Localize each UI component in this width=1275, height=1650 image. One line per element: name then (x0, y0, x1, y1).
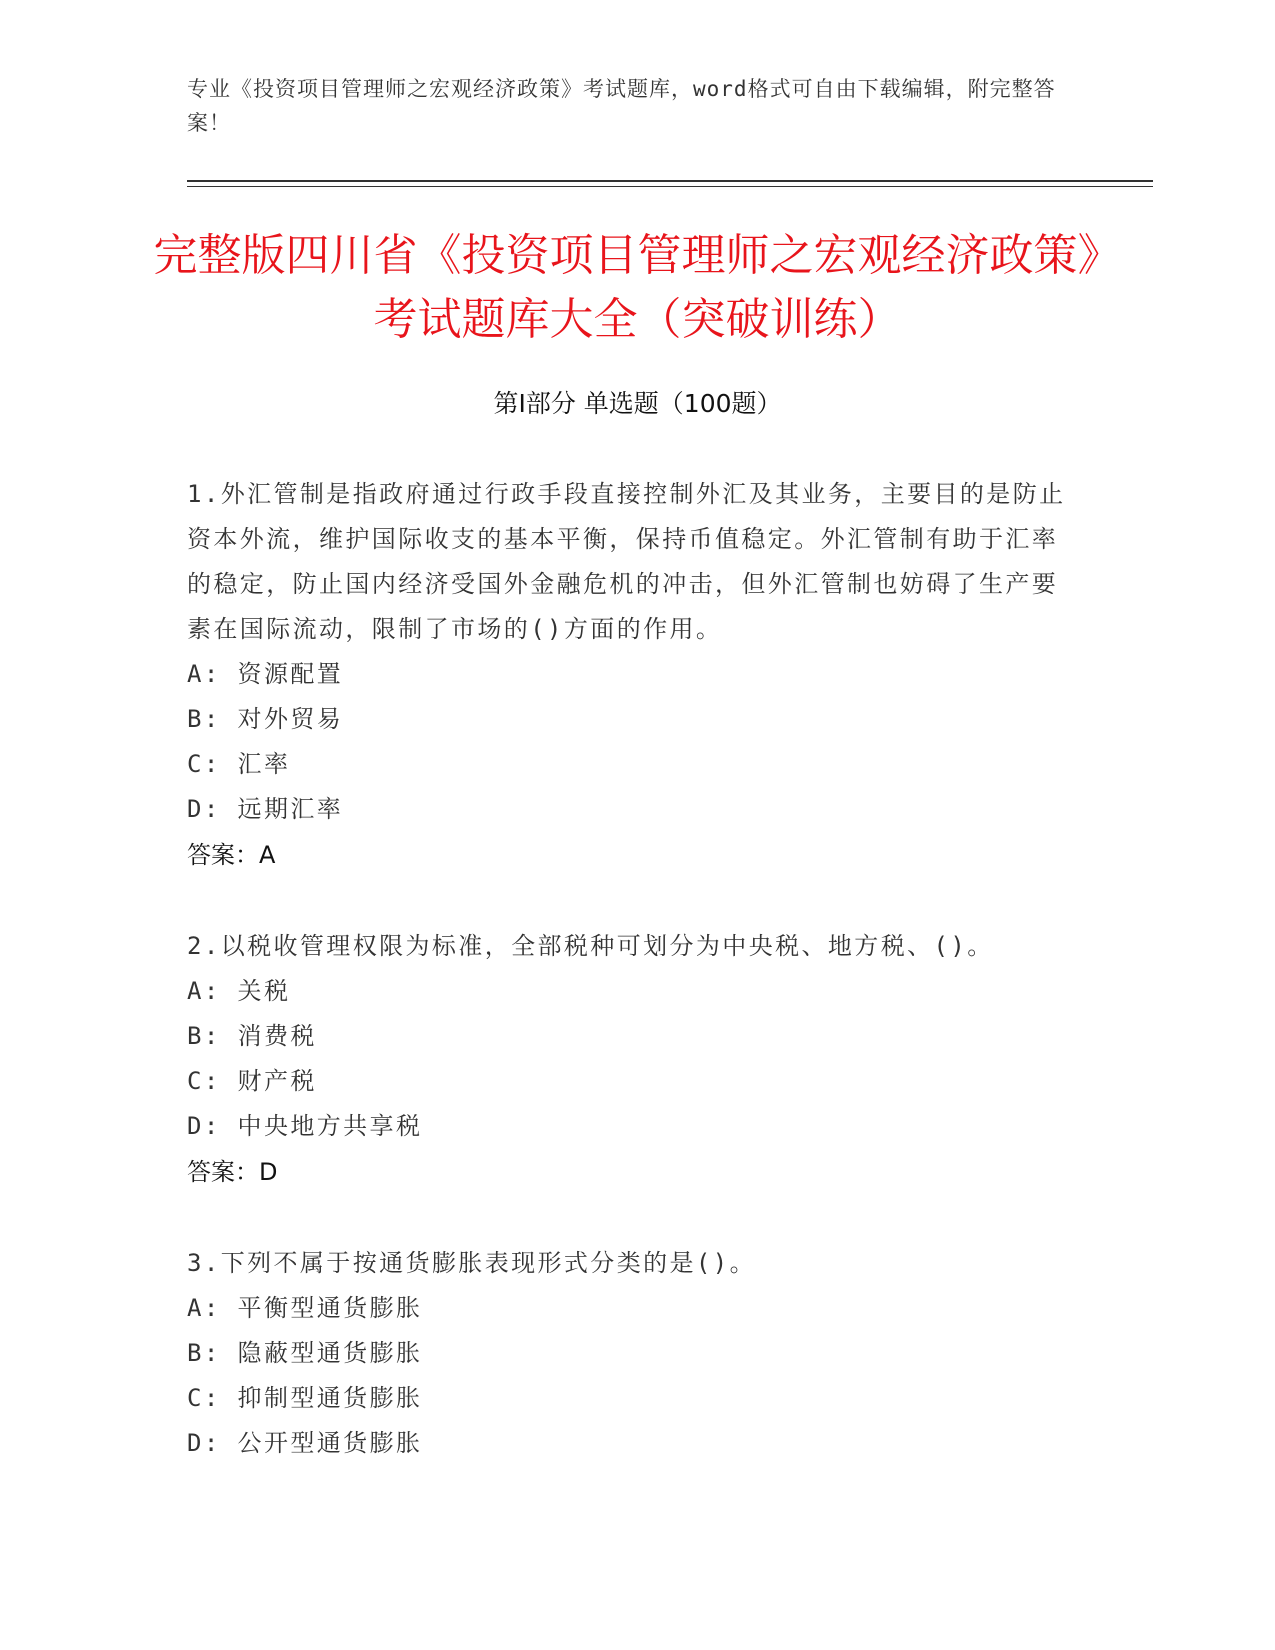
question-stem: 1.外汇管制是指政府通过行政手段直接控制外汇及其业务，主要目的是防止资本外流，维护国际收支的基本平衡，保持币值稳定。外汇管制有助于汇率的稳定，防止国内经济受国外金融危机的冲击，但外汇管制也妨碍了生产要素在国际流动，限制了市场的()方面的作用。 (187, 480, 1066, 643)
option-a: A: 关税 (187, 977, 291, 1005)
question-stem: 3.下列不属于按通货膨胀表现形式分类的是()。 (187, 1249, 756, 1277)
question-1 (187, 472, 1067, 878)
option-a: A: 资源配置 (187, 660, 344, 688)
option-d: D: 远期汇率 (187, 795, 344, 823)
header-divider-thin (187, 186, 1153, 187)
question-2 (187, 924, 1067, 1195)
section-title: 第Ⅰ部分 单选题（100题） (493, 389, 782, 418)
option-b: B: 隐蔽型通货膨胀 (187, 1339, 423, 1367)
option-c: C: 抑制型通货膨胀 (187, 1384, 423, 1412)
answer: 答案：A (187, 841, 276, 869)
question-list (187, 472, 1067, 1512)
option-c: C: 汇率 (187, 750, 291, 778)
option-d: D: 公开型通货膨胀 (187, 1429, 423, 1457)
answer: 答案：D (187, 1158, 278, 1186)
option-d: D: 中央地方共享税 (187, 1112, 423, 1140)
option-b: B: 对外贸易 (187, 705, 344, 733)
option-b: B: 消费税 (187, 1022, 317, 1050)
document-title: 完整版四川省《投资项目管理师之宏观经济政策》考试题库大全（突破训练） (153, 230, 1122, 345)
header-note: 专业《投资项目管理师之宏观经济政策》考试题库，word格式可自由下载编辑，附完整答案！ (187, 77, 1056, 135)
question-stem: 2.以税收管理权限为标准，全部税种可划分为中央税、地方税、()。 (187, 932, 994, 960)
header-divider-thick (187, 180, 1153, 182)
question-3 (187, 1241, 1067, 1466)
option-c: C: 财产税 (187, 1067, 317, 1095)
option-a: A: 平衡型通货膨胀 (187, 1294, 423, 1322)
